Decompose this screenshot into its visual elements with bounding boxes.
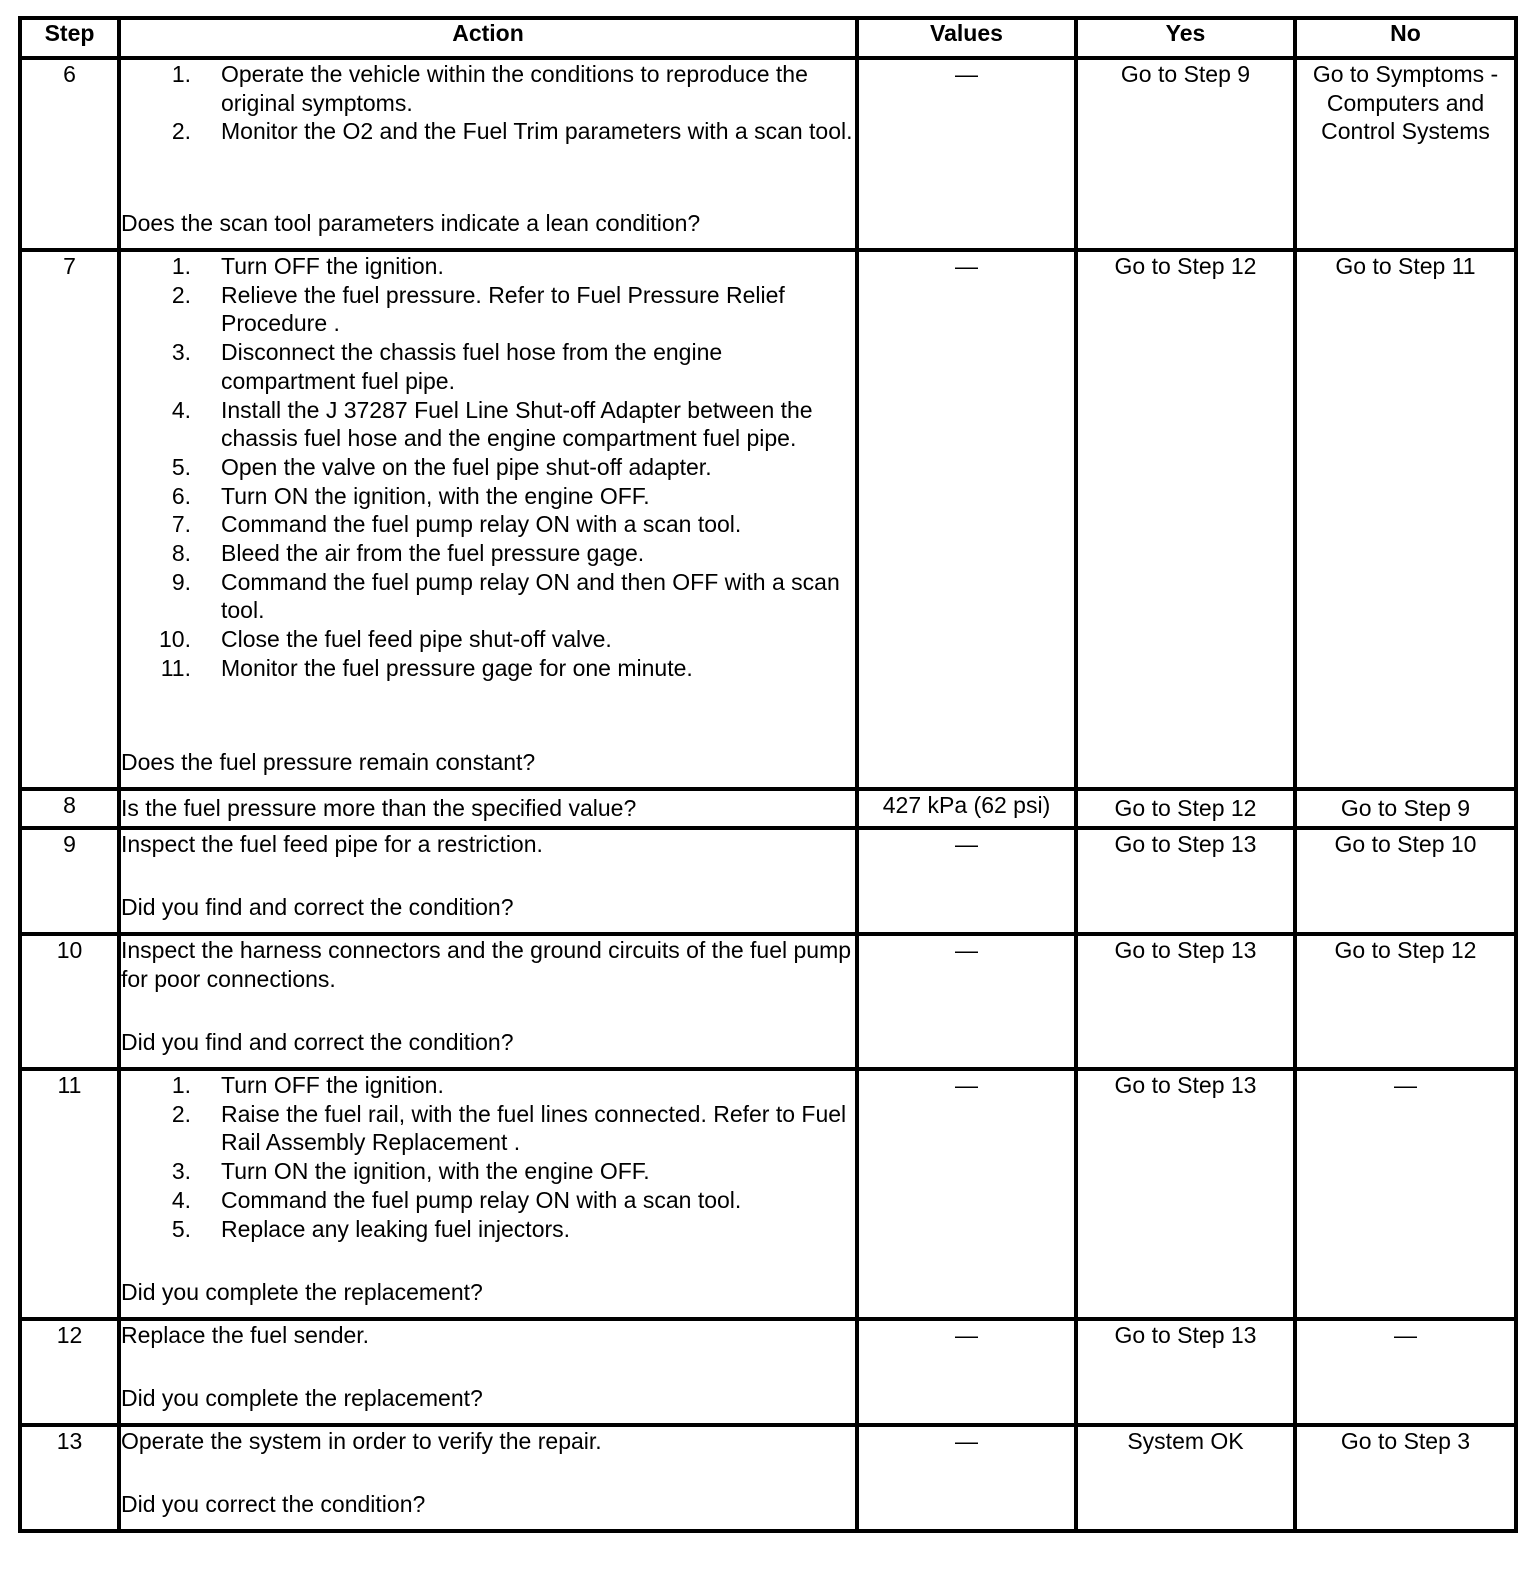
action-question: Did you complete the replacement?	[121, 1385, 483, 1412]
yes-cell: Go to Step 9	[1076, 58, 1295, 250]
action-cell	[119, 1425, 857, 1531]
value-cell: —	[857, 934, 1076, 1069]
no-cell: Go to Step 11	[1295, 250, 1516, 789]
header-no: No	[1295, 18, 1516, 58]
list-item: 11. Monitor the fuel pressure gage for one minute.	[160, 654, 693, 681]
action-text: Inspect the fuel feed pipe for a restriction.	[121, 831, 543, 857]
list-item: 3. Disconnect the chassis fuel hose from the engine compartment fuel pipe.	[171, 339, 723, 394]
table-row	[20, 1069, 1516, 1319]
list-item: 5. Replace any leaking fuel injectors.	[171, 1215, 571, 1242]
yes-cell: Go to Step 13	[1076, 1319, 1295, 1425]
action-cell	[119, 1069, 857, 1319]
list-item: 4. Install the J 37287 Fuel Line Shut-off Adapter between the chassis fuel hose and the engine compartment fuel pipe.	[171, 396, 813, 452]
header-values: Values	[857, 18, 1076, 58]
list-item: 2. Monitor the O2 and the Fuel Trim parameters with a scan tool.	[171, 118, 853, 145]
yes-cell: Go to Step 13	[1076, 1069, 1295, 1319]
no-cell: Go to Step 9	[1295, 789, 1516, 828]
list-item: 6. Turn ON the ignition, with the engine OFF.	[171, 482, 650, 509]
list-item: 9. Command the fuel pump relay ON and then OFF with a scan tool.	[171, 568, 840, 624]
action-question: Did you complete the replacement?	[121, 1279, 483, 1306]
action-cell	[119, 934, 857, 1069]
action-text: Replace the fuel sender.	[121, 1322, 370, 1348]
yes-cell: System OK	[1076, 1425, 1295, 1531]
value-cell: —	[857, 828, 1076, 934]
header-yes: Yes	[1076, 18, 1295, 58]
header-action: Action	[119, 18, 857, 58]
list-item: 2. Raise the fuel rail, with the fuel lines connected. Refer to Fuel Rail Assembly Replacement .	[171, 1100, 847, 1156]
action-cell	[119, 58, 857, 250]
list-item: 3. Turn ON the ignition, with the engine OFF.	[171, 1158, 650, 1185]
no-cell: —	[1295, 1319, 1516, 1425]
action-question: Did you find and correct the condition?	[121, 1029, 514, 1056]
step-number: 8	[20, 789, 119, 828]
list-item: 1. Turn OFF the ignition.	[171, 253, 444, 279]
list-item: 1. Operate the vehicle within the conditions to reproduce the original symptoms.	[171, 61, 808, 116]
list-item: 7. Command the fuel pump relay ON with a scan tool.	[171, 511, 742, 538]
table-row	[20, 934, 1516, 1069]
yes-cell: Go to Step 13	[1076, 934, 1295, 1069]
table-row	[20, 1425, 1516, 1531]
step-number: 6	[20, 58, 119, 250]
value-cell: 427 kPa (62 psi)	[857, 789, 1076, 828]
step-number: 12	[20, 1319, 119, 1425]
list-item: 4. Command the fuel pump relay ON with a scan tool.	[171, 1186, 742, 1213]
action-cell	[119, 828, 857, 934]
list-item: 10. Close the fuel feed pipe shut-off valve.	[159, 626, 612, 653]
no-cell: Go to Step 12	[1295, 934, 1516, 1069]
list-item: 8. Bleed the air from the fuel pressure gage.	[171, 540, 645, 567]
value-cell: —	[857, 1425, 1076, 1531]
action-cell	[119, 1319, 857, 1425]
action-steps-list	[121, 252, 855, 683]
diagnostic-table	[18, 16, 1518, 1533]
table-row	[20, 58, 1516, 250]
table-row	[20, 789, 1516, 828]
step-number: 9	[20, 828, 119, 934]
action-text: Operate the system in order to verify the repair.	[121, 1428, 602, 1454]
table-row	[20, 1319, 1516, 1425]
action-steps-list	[121, 1071, 855, 1243]
list-item: 5. Open the valve on the fuel pipe shut-off adapter.	[171, 453, 712, 480]
action-cell: Is the fuel pressure more than the specified value?	[119, 789, 857, 828]
yes-cell: Go to Step 12	[1076, 250, 1295, 789]
list-item: 1. Turn OFF the ignition.	[171, 1072, 444, 1098]
table-row	[20, 250, 1516, 789]
action-text: Inspect the harness connectors and the ground circuits of the fuel pump for poor connections.	[121, 937, 852, 992]
no-cell: Go to Symptoms - Computers and Control Systems	[1295, 58, 1516, 250]
no-cell: Go to Step 10	[1295, 828, 1516, 934]
step-number: 11	[20, 1069, 119, 1319]
no-cell: —	[1295, 1069, 1516, 1319]
action-question: Does the scan tool parameters indicate a lean condition?	[121, 210, 701, 237]
step-number: 10	[20, 934, 119, 1069]
header-step: Step	[20, 18, 119, 58]
yes-cell: Go to Step 12	[1076, 789, 1295, 828]
action-question: Does the fuel pressure remain constant?	[121, 749, 536, 776]
action-cell	[119, 250, 857, 789]
table-header-row	[20, 18, 1516, 58]
yes-cell: Go to Step 13	[1076, 828, 1295, 934]
step-number: 13	[20, 1425, 119, 1531]
list-item: 2. Relieve the fuel pressure. Refer to Fuel Pressure Relief Procedure .	[171, 281, 785, 337]
value-cell: —	[857, 1319, 1076, 1425]
value-cell: —	[857, 1069, 1076, 1319]
action-question: Did you find and correct the condition?	[121, 894, 514, 921]
no-cell: Go to Step 3	[1295, 1425, 1516, 1531]
action-steps-list	[121, 60, 855, 146]
step-number: 7	[20, 250, 119, 789]
action-question: Did you correct the condition?	[121, 1491, 426, 1518]
value-cell: —	[857, 58, 1076, 250]
table-row	[20, 828, 1516, 934]
value-cell: —	[857, 250, 1076, 789]
